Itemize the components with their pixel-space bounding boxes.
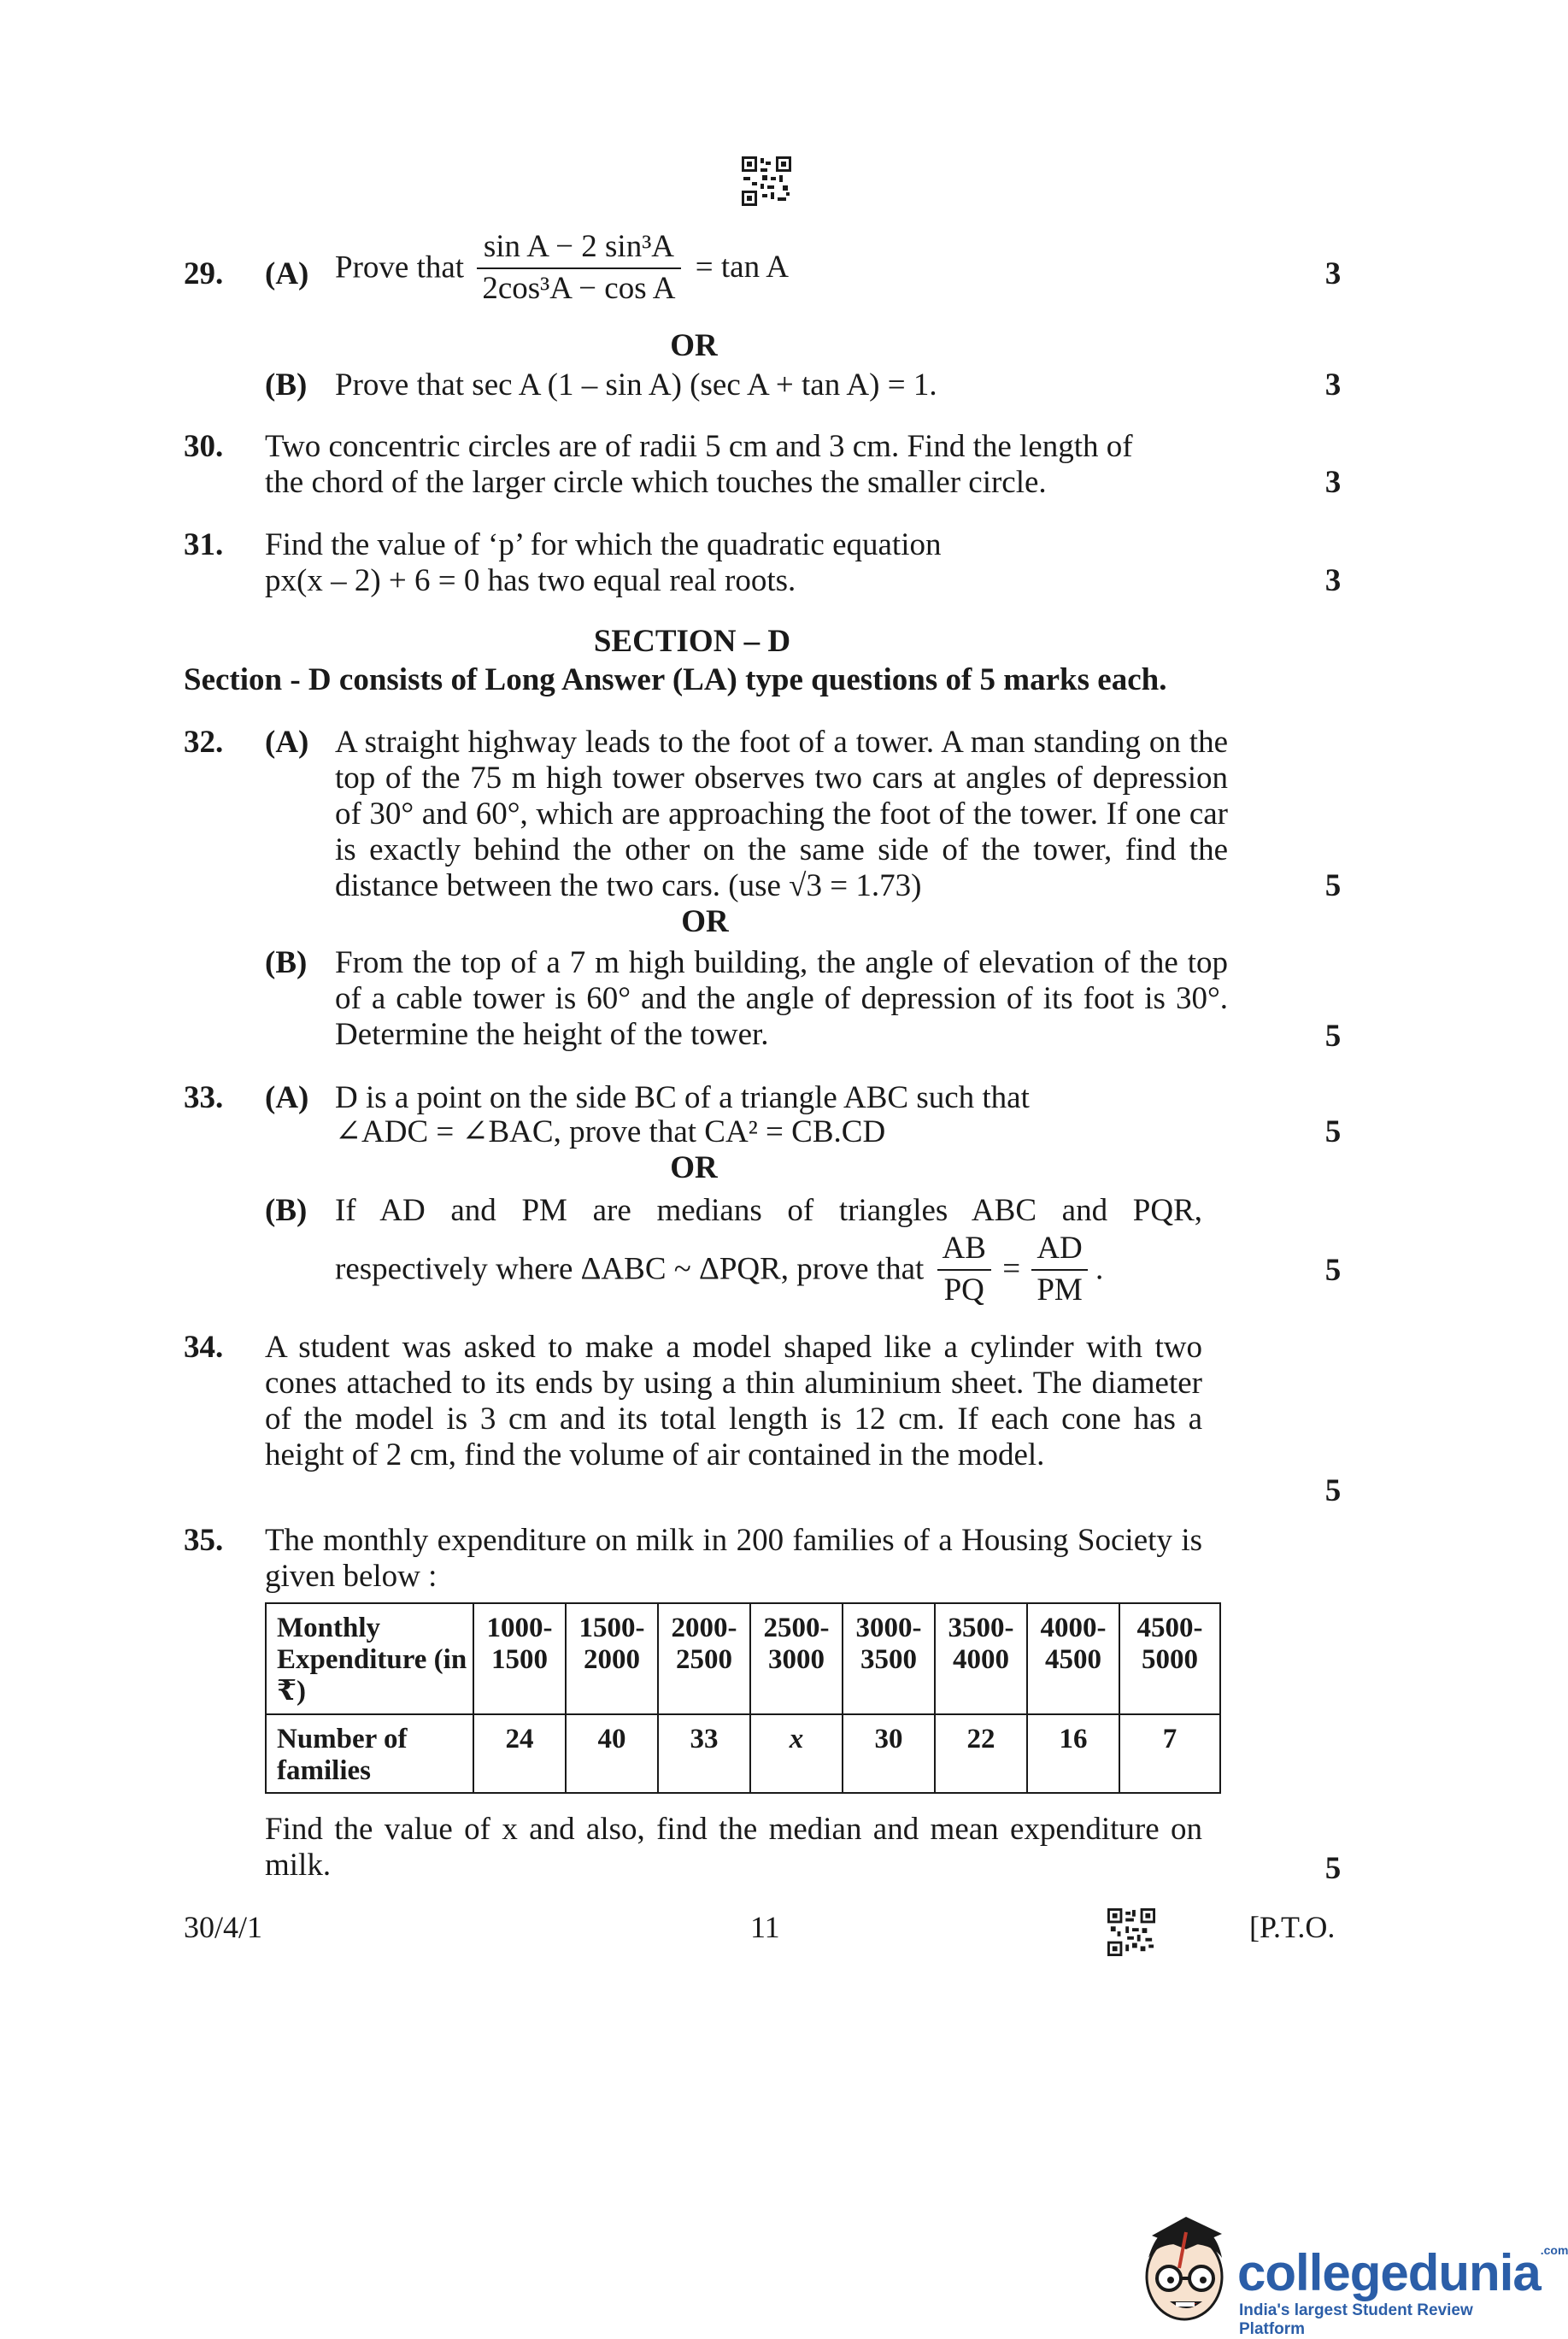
q33a-line2: ∠ADC = ∠BAC, prove that CA² = CB.CD	[335, 1114, 886, 1149]
table-cell: 16	[1027, 1714, 1119, 1793]
table-cell: 4000-4500	[1027, 1603, 1119, 1714]
table-row	[266, 1603, 1220, 1714]
question-number: 31.	[184, 527, 224, 562]
table-cell: 2500-3000	[750, 1603, 843, 1714]
marks: 5	[1324, 868, 1342, 903]
or-separator: OR	[670, 328, 718, 363]
question-number: 33.	[184, 1080, 224, 1115]
brand-logo	[1237, 2243, 1568, 2302]
q30-line2: the chord of the larger circle which touches the smaller circle.	[265, 465, 1047, 500]
q33b-line2	[335, 1231, 1103, 1308]
table-cell: 33	[658, 1714, 750, 1793]
question-number: 34.	[184, 1330, 224, 1365]
ratio-fraction-ad-pm	[1031, 1231, 1087, 1308]
equals-sign: =	[1002, 1251, 1021, 1287]
or-separator: OR	[670, 1150, 718, 1185]
table-header-cell: Monthly Expenditure (in ₹)	[266, 1603, 473, 1714]
marks: 3	[1324, 256, 1342, 291]
mascot-icon	[1133, 2207, 1236, 2339]
page-number: 11	[750, 1910, 780, 1944]
marks: 3	[1324, 367, 1342, 403]
section-title: SECTION – D	[593, 624, 791, 659]
expenditure-table	[265, 1602, 1221, 1794]
table-cell: 4500-5000	[1119, 1603, 1220, 1714]
table-cell: 7	[1119, 1714, 1220, 1793]
marks: 5	[1324, 1253, 1342, 1288]
q34-text: A student was asked to make a model shaped like a cylinder with two cones attached to its ends by using a thin aluminium sheet. The diameter of the model is 3 cm and its total length is 12 cm. If each cone has a height of 2 cm, find the volume of air contained in the model.	[265, 1330, 1202, 1472]
q31-line1: Find the value of ‘p’ for which the quadratic equation	[265, 527, 942, 562]
q32a-text: A straight highway leads to the foot of a tower. A man standing on the top of the 75 m high tower observes two cars at angles of depression of 30° and 60°, which are approaching the foot of the tower. If one car is exactly behind the other on the same side of the tower, find the distance between the two cars. (use √3 = 1.73)	[335, 725, 1228, 903]
option-label: (A)	[265, 725, 309, 760]
table-cell: x	[750, 1714, 843, 1793]
fraction-denominator: 2cos³A − cos A	[482, 270, 676, 306]
or-separator: OR	[681, 904, 729, 939]
option-label: (B)	[265, 367, 308, 403]
table-header-cell: Number of families	[266, 1714, 473, 1793]
q31-line2: px(x – 2) + 6 = 0 has two equal real roots.	[265, 563, 796, 598]
marks: 3	[1324, 465, 1342, 500]
pto-marker: [P.T.O.	[1249, 1910, 1336, 1944]
q29a-statement	[335, 229, 789, 307]
brand-name: collegedunia	[1237, 2244, 1541, 2301]
table-cell: 1500-2000	[566, 1603, 658, 1714]
fraction-numerator: sin A − 2 sin³A	[477, 229, 680, 269]
table-cell: 24	[473, 1714, 566, 1793]
option-label: (B)	[265, 1193, 308, 1228]
table-cell: 3000-3500	[843, 1603, 935, 1714]
period: .	[1095, 1251, 1104, 1287]
section-subtitle: Section - D consists of Long Answer (LA) type questions of 5 marks each.	[184, 662, 1167, 697]
question-number: 29.	[184, 256, 224, 291]
table-cell: 22	[935, 1714, 1027, 1793]
fraction-numerator: AD	[1031, 1231, 1087, 1271]
table-cell: 30	[843, 1714, 935, 1793]
brand-tagline: India's largest Student Review Platform	[1239, 2301, 1473, 2338]
marks: 5	[1324, 1114, 1342, 1149]
q30-line1: Two concentric circles are of radii 5 cm and 3 cm. Find the length of	[265, 429, 1133, 464]
brand-suffix: .com	[1540, 2243, 1568, 2257]
fraction-numerator: AB	[937, 1231, 991, 1271]
q29b-statement: Prove that sec A (1 – sin A) (sec A + tan A) = 1.	[335, 367, 937, 403]
question-number: 32.	[184, 725, 224, 760]
fraction-denominator: PM	[1037, 1272, 1083, 1308]
question-number: 30.	[184, 429, 224, 464]
marks: 3	[1324, 563, 1342, 598]
q33a-line1: D is a point on the side BC of a triangle ABC such that	[335, 1080, 1030, 1115]
q35-intro: The monthly expenditure on milk in 200 families of a Housing Society is given below :	[265, 1523, 1202, 1594]
option-label: (A)	[265, 256, 309, 291]
q33b-prefix: respectively where ΔABC ~ ΔPQR, prove that	[335, 1251, 925, 1287]
table-cell: 3500-4000	[935, 1603, 1027, 1714]
option-label: (B)	[265, 945, 308, 980]
table-cell: 40	[566, 1714, 658, 1793]
table-cell: 1000-1500	[473, 1603, 566, 1714]
option-label: (A)	[265, 1080, 309, 1115]
table-cell: 2000-2500	[658, 1603, 750, 1714]
fraction-denominator: PQ	[943, 1272, 984, 1308]
qr-code-top	[742, 156, 791, 206]
q33b-line1: If AD and PM are medians of triangles ABC and PQR,	[335, 1193, 1202, 1228]
equation-rhs: = tan A	[695, 250, 790, 285]
marks: 5	[1324, 1473, 1342, 1508]
ratio-fraction-ab-pq	[937, 1231, 991, 1308]
marks: 5	[1324, 1851, 1342, 1886]
q32b-text: From the top of a 7 m high building, the angle of elevation of the top of a cable tower is 60° and the angle of depression of its foot is 30°. Determine the height of the tower.	[335, 945, 1228, 1052]
question-number: 35.	[184, 1523, 224, 1558]
paper-code: 30/4/1	[184, 1910, 263, 1944]
q35-question: Find the value of x and also, find the median and mean expenditure on milk.	[265, 1812, 1202, 1883]
table-row	[266, 1714, 1220, 1793]
qr-code-footer	[1107, 1908, 1155, 1956]
trig-fraction	[477, 229, 680, 307]
marks: 5	[1324, 1019, 1342, 1054]
prove-that-text: Prove that	[335, 250, 465, 285]
